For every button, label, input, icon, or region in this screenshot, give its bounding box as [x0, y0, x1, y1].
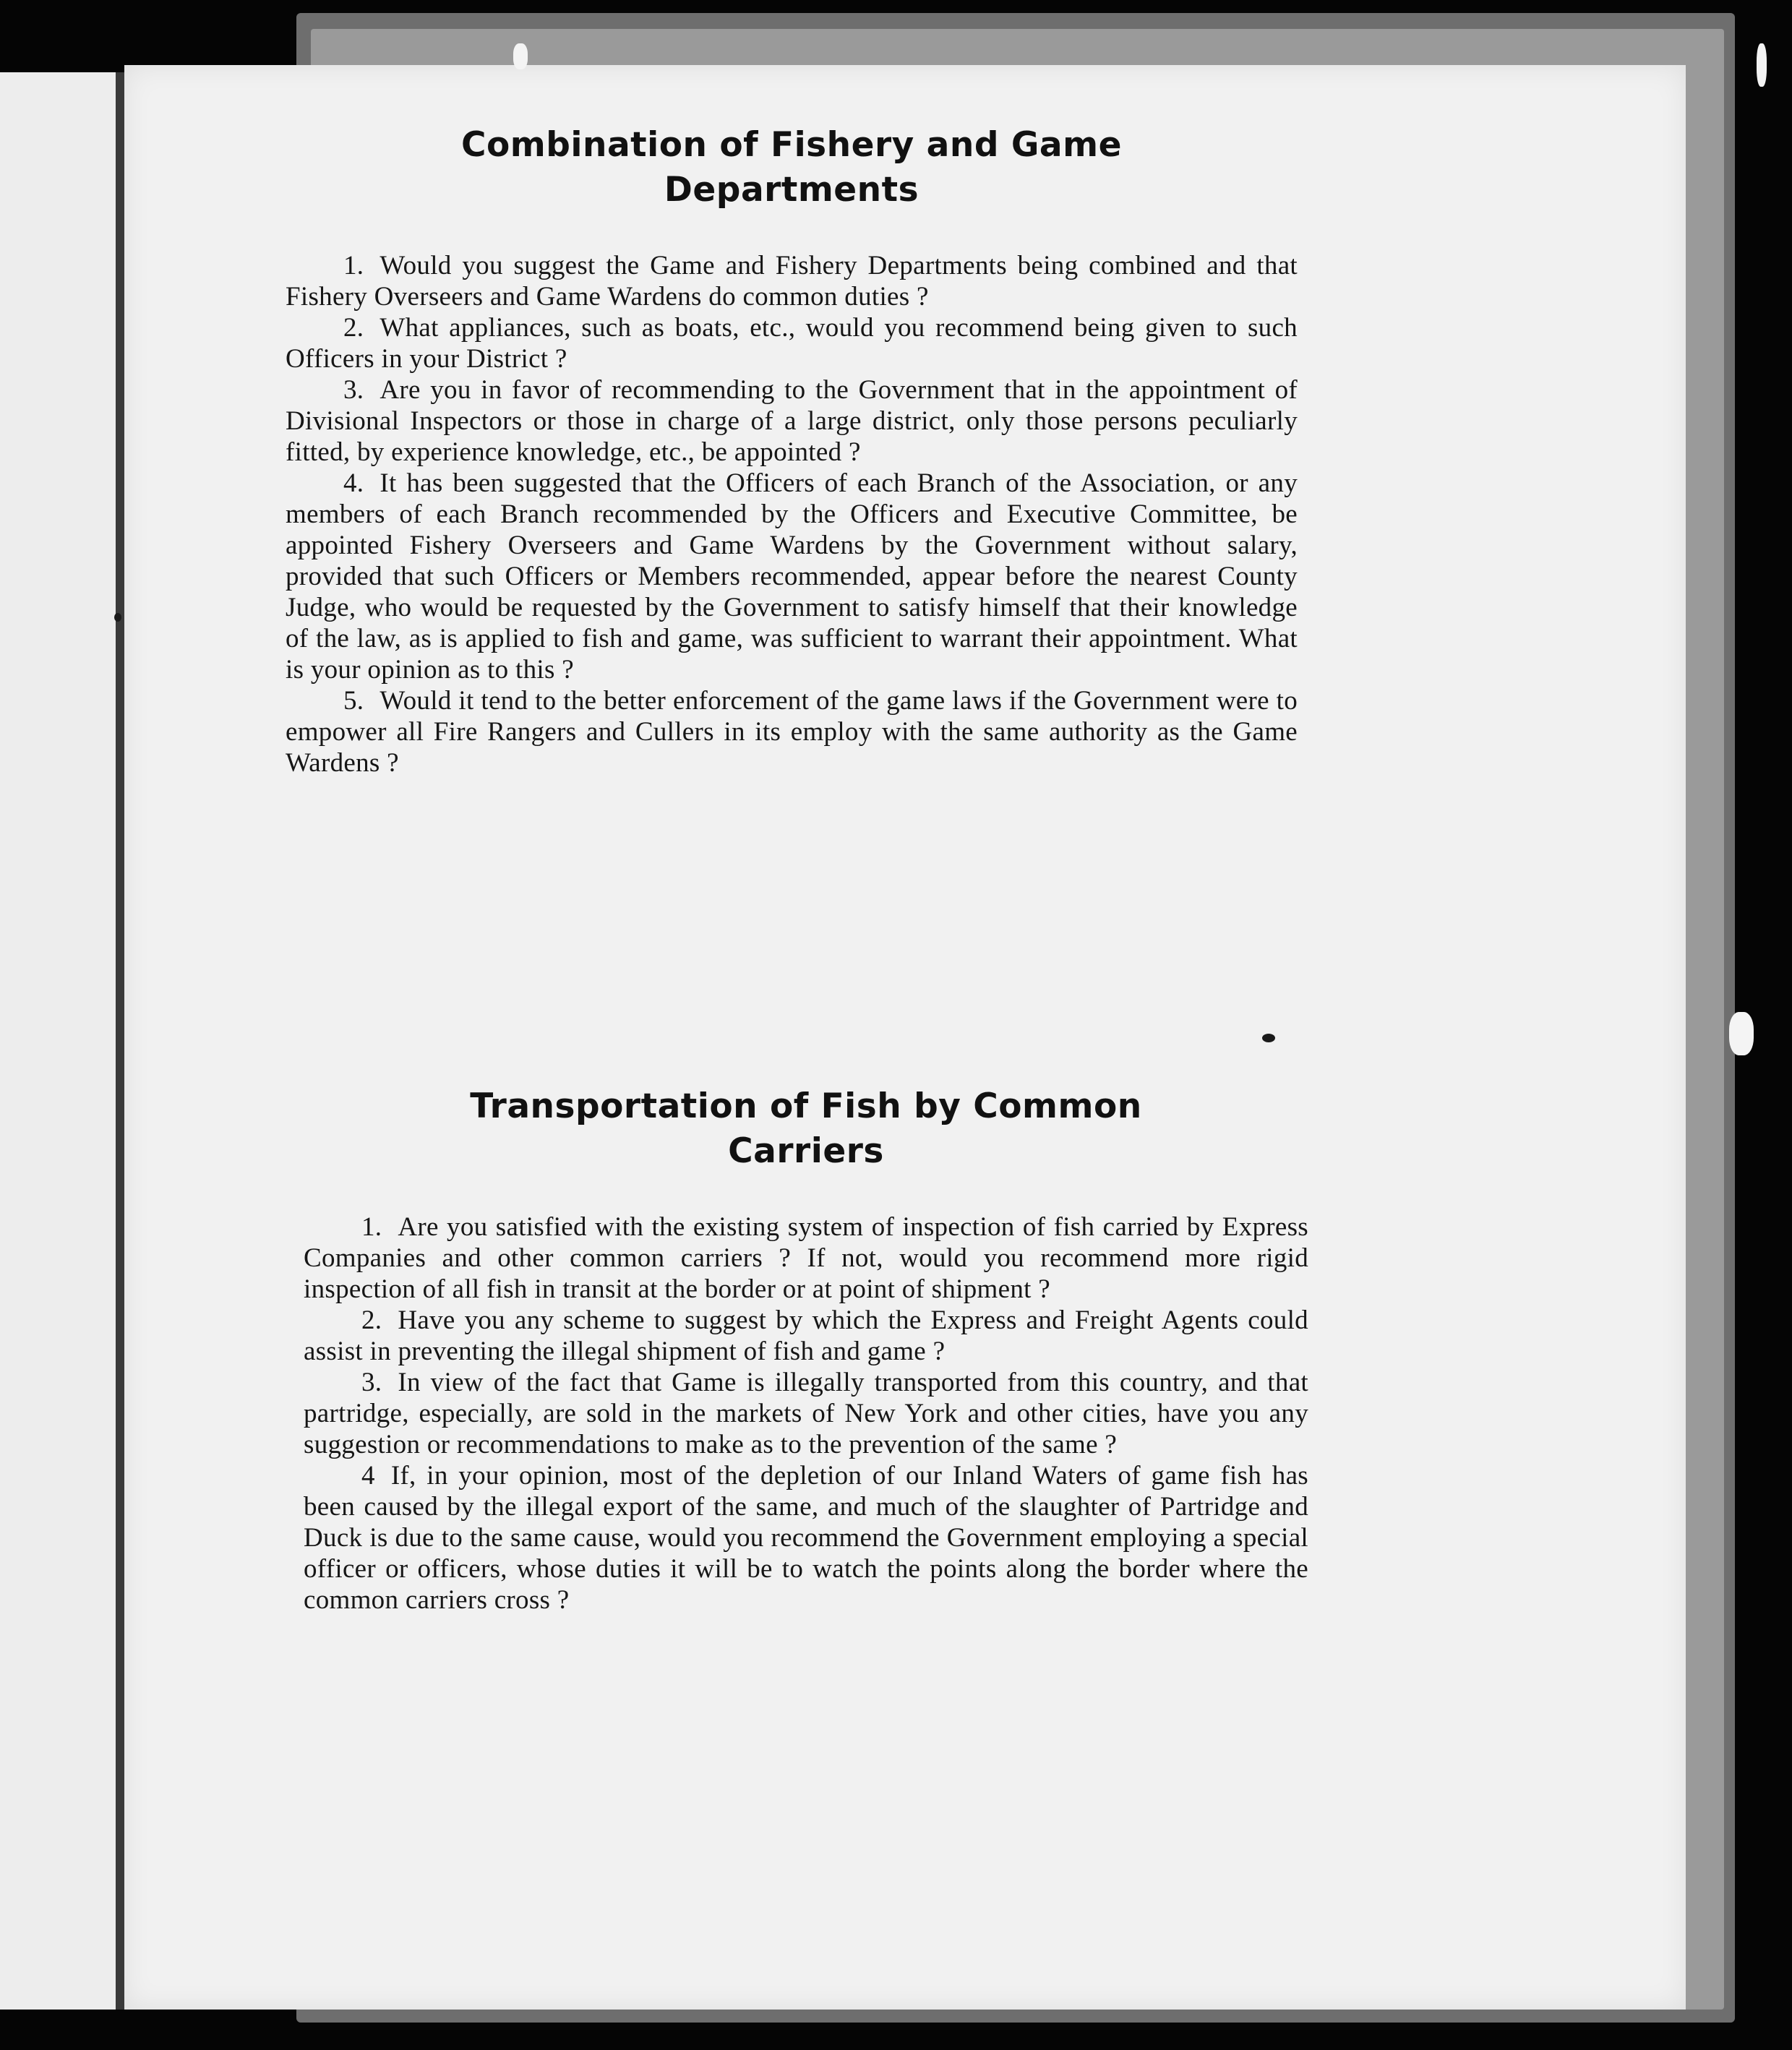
question-number: 5.	[343, 686, 364, 716]
question-item	[286, 468, 1298, 685]
question-item	[286, 250, 1298, 312]
question-item	[304, 1211, 1308, 1305]
question-item	[304, 1460, 1308, 1616]
question-number: 3.	[343, 375, 364, 405]
heading-line: Carriers	[728, 1131, 884, 1171]
question-number: 4	[361, 1461, 375, 1491]
heading-line: Departments	[664, 170, 919, 210]
ink-speck	[1262, 1034, 1275, 1042]
question-item	[286, 312, 1298, 374]
question-number: 2.	[343, 313, 364, 343]
question-text: Are you in favor of recommending to the Government that in the appointment of Divisional Inspectors or those in charge of a large district, only those persons peculiarly fitted, by experience knowledge, etc., be appointed ?	[286, 375, 1298, 467]
question-item	[304, 1367, 1308, 1460]
question-number: 4.	[343, 468, 364, 498]
section-transportation	[304, 1084, 1308, 1616]
question-text: Have you any scheme to suggest by which the Express and Freight Agents could assist in preventing the illegal shipment of fish and game ?	[304, 1305, 1308, 1366]
question-text: If, in your opinion, most of the depletion of our Inland Waters of game fish has been caused by the illegal export of the same, and much of the slaughter of Partridge and Duck is due to the same cause, would you recommend the Government employing a special officer or officers, whose duties it will be to watch the points along the border where the common carriers cross ?	[304, 1461, 1308, 1615]
question-item	[286, 374, 1298, 468]
section-heading	[286, 123, 1298, 213]
paper-flaw	[1729, 1012, 1754, 1055]
question-item	[286, 685, 1298, 779]
question-text: Would it tend to the better enforcement of the game laws if the Government were to empower all Fire Rangers and Cullers in its employ with the same authority as the Game Wardens ?	[286, 686, 1298, 778]
question-text: Are you satisfied with the existing system of inspection of fish carried by Express Companies and other common carriers ? If not, would you recommend more rigid inspection of all fish in transit at the border or at point of shipment ?	[304, 1212, 1308, 1304]
question-text: What appliances, such as boats, etc., would you recommend being given to such Officers in your District ?	[286, 313, 1298, 374]
paper-flaw	[513, 43, 528, 69]
question-number: 2.	[361, 1305, 382, 1335]
ink-speck	[114, 613, 121, 622]
section-heading	[304, 1084, 1308, 1174]
section-fishery-game	[286, 123, 1298, 779]
heading-line: Combination of Fishery and Game	[460, 125, 1122, 165]
question-number: 3.	[361, 1368, 382, 1397]
question-text: In view of the fact that Game is illegally transported from this country, and that partridge, especially, are sold in the markets of New York and other cities, have you any suggestion or recommendations to make as to the prevention of the same ?	[304, 1368, 1308, 1459]
question-text: Would you suggest the Game and Fishery Departments being combined and that Fishery Overseers and Game Wardens do common duties ?	[286, 251, 1298, 312]
question-item	[304, 1305, 1308, 1367]
paper-flaw	[1757, 43, 1767, 87]
left-facing-page	[0, 72, 119, 2010]
question-number: 1.	[343, 251, 364, 280]
heading-line: Transportation of Fish by Common	[470, 1086, 1142, 1126]
question-text: It has been suggested that the Officers of each Branch of the Association, or any members of each Branch recommended by the Officers and Executive Committee, be appointed Fishery Overseers and Game Wardens by the Government without salary, provided that such Officers or Members recommended, appear before the nearest County Judge, who would be requested by the Government to satisfy himself that their knowledge of the law, as is applied to fish and game, was sufficient to warrant their appointment. What is your opinion as to this ?	[286, 468, 1298, 685]
question-number: 1.	[361, 1212, 382, 1242]
